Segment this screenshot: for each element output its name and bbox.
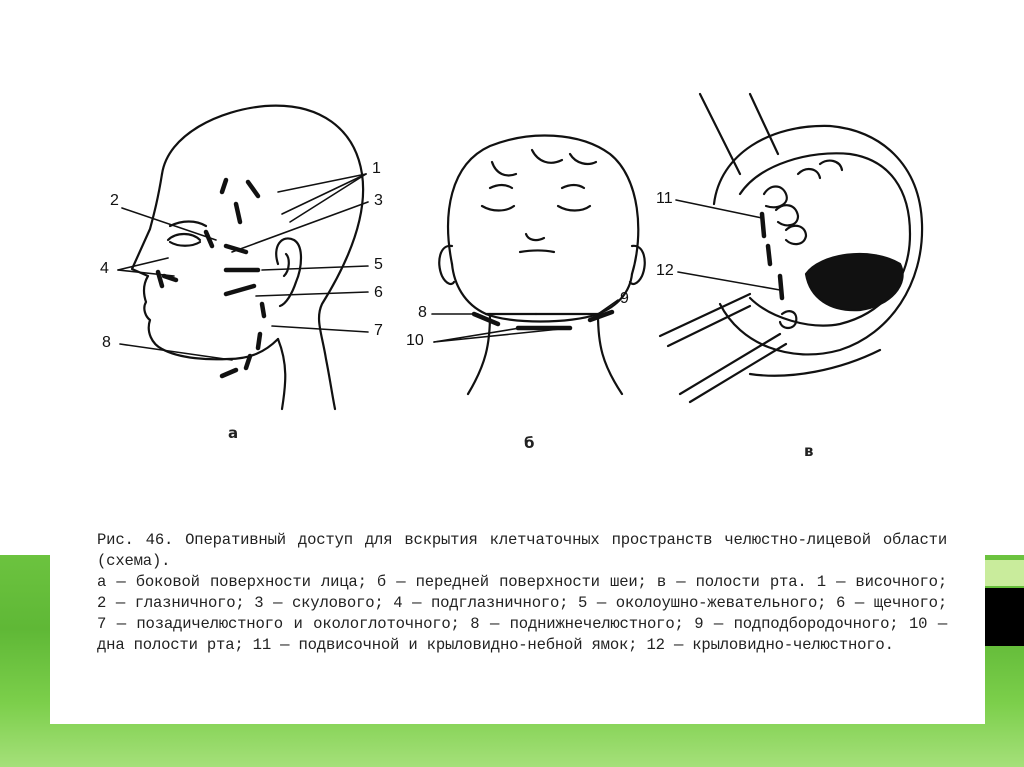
head-front-view (432, 136, 645, 394)
label-a-6: 6 (374, 284, 383, 301)
label-b-8: 8 (418, 304, 427, 321)
decor-black-tab (985, 588, 1024, 646)
panel-letter-a: а (228, 424, 239, 442)
label-a-7: 7 (374, 322, 383, 339)
mouth-cavity-view (660, 94, 922, 402)
figure-caption (97, 530, 947, 656)
caption-body: а — боковой поверхности лица; б — передней поверхности шеи; в — полости рта. 1 — височного; 2 — глазничного; 3 — скулового; 4 — подглазничного; 5 — околоушно-жевательного; 6 — щечного; 7 — позадичелюстного и окологлоточного; 8 — поднижнечелюстного; 9 — подподбородочного; 10 — дна полости рта; 11 — подвисочной и крыловидно-небной ямок; 12 — крыловидно-челюстного. (97, 573, 947, 654)
figure-drawing (50, 14, 985, 494)
label-a-5: 5 (374, 256, 383, 273)
label-a-2: 2 (110, 192, 119, 209)
label-v-12: 12 (656, 262, 674, 279)
label-v-11: 11 (656, 190, 673, 207)
label-a-8: 8 (102, 334, 111, 351)
label-b-9: 9 (620, 290, 629, 307)
label-a-3: 3 (374, 192, 383, 209)
slide-page (50, 14, 985, 724)
head-side-view (118, 106, 368, 409)
panel-letter-b: б (524, 434, 535, 452)
caption-title: Рис. 46. Оперативный доступ для вскрытия клетчаточных пространств челюстно-лицевой области (схема). (97, 531, 947, 570)
label-b-10: 10 (406, 332, 424, 349)
panel-letter-v: в (804, 442, 814, 460)
label-a-1: 1 (372, 160, 381, 177)
figure (50, 14, 985, 494)
label-a-4: 4 (100, 260, 109, 277)
decor-light-tab (985, 560, 1024, 586)
